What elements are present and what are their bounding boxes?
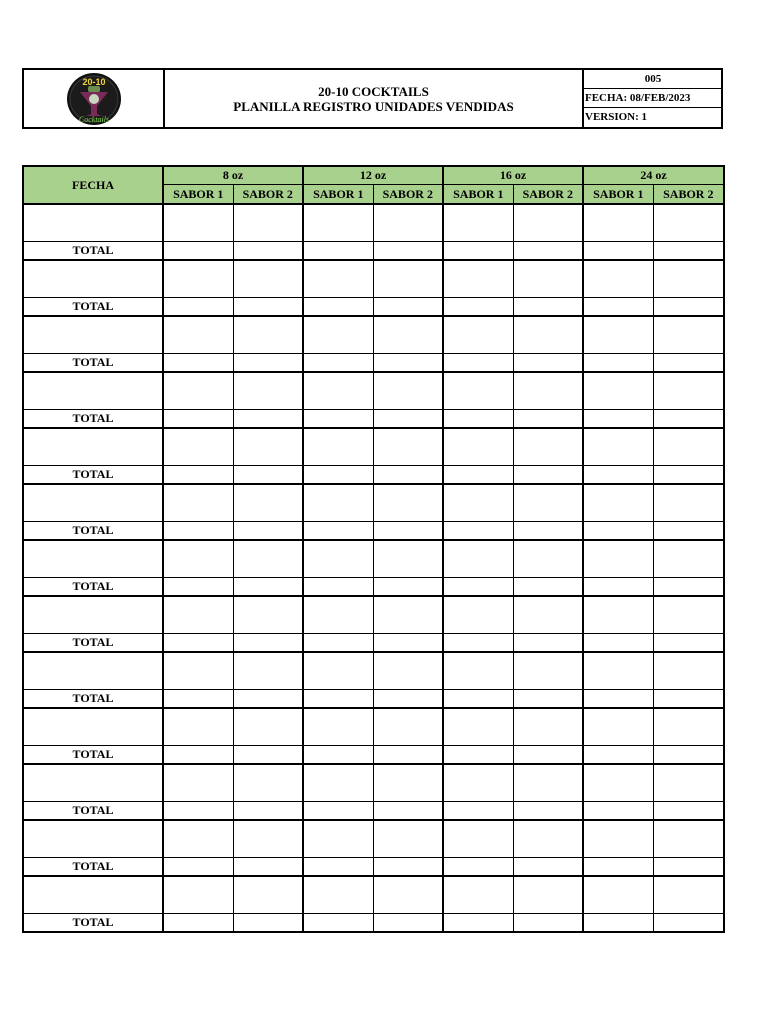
total-row (23, 522, 724, 541)
date-entry-row (23, 428, 724, 466)
units-cell[interactable] (233, 372, 303, 410)
date-cell[interactable] (23, 484, 163, 522)
total-cell[interactable] (443, 914, 513, 933)
total-label: TOTAL (23, 466, 163, 485)
total-cell[interactable] (583, 914, 653, 933)
total-cell[interactable] (373, 298, 443, 317)
total-cell[interactable] (653, 578, 724, 597)
units-cell[interactable] (303, 316, 373, 354)
total-cell[interactable] (373, 634, 443, 653)
total-cell[interactable] (233, 802, 303, 821)
document-header (22, 68, 723, 129)
total-cell[interactable] (303, 914, 373, 933)
total-cell[interactable] (443, 242, 513, 261)
svg-text:Cocktails: Cocktails (78, 114, 109, 124)
units-cell[interactable] (583, 820, 653, 858)
total-label: TOTAL (23, 634, 163, 653)
total-cell[interactable] (443, 802, 513, 821)
total-cell[interactable] (303, 410, 373, 429)
units-cell[interactable] (373, 316, 443, 354)
size-header-12oz: 12 oz (303, 166, 443, 185)
total-cell[interactable] (303, 354, 373, 373)
units-cell[interactable] (513, 428, 583, 466)
units-cell[interactable] (373, 764, 443, 802)
total-cell[interactable] (653, 298, 724, 317)
date-entry-row (23, 204, 724, 242)
units-cell[interactable] (373, 876, 443, 914)
units-cell[interactable] (513, 484, 583, 522)
document-code: 005 (584, 70, 721, 89)
total-cell[interactable] (583, 802, 653, 821)
flavor-header: SABOR 2 (233, 185, 303, 205)
units-cell[interactable] (303, 428, 373, 466)
total-cell[interactable] (163, 298, 233, 317)
units-cell[interactable] (163, 484, 233, 522)
total-cell[interactable] (163, 802, 233, 821)
units-cell[interactable] (163, 708, 233, 746)
total-cell[interactable] (233, 354, 303, 373)
units-cell[interactable] (233, 204, 303, 242)
total-cell[interactable] (163, 242, 233, 261)
total-label: TOTAL (23, 522, 163, 541)
units-cell[interactable] (373, 652, 443, 690)
total-cell[interactable] (513, 690, 583, 709)
units-cell[interactable] (303, 708, 373, 746)
units-cell[interactable] (443, 820, 513, 858)
date-entry-row (23, 652, 724, 690)
date-cell[interactable] (23, 652, 163, 690)
total-cell[interactable] (233, 242, 303, 261)
units-cell[interactable] (513, 596, 583, 634)
total-cell[interactable] (373, 858, 443, 877)
units-cell[interactable] (653, 652, 724, 690)
units-cell[interactable] (233, 764, 303, 802)
document-date: FECHA: 08/FEB/2023 (584, 89, 721, 108)
date-cell[interactable] (23, 708, 163, 746)
total-cell[interactable] (303, 746, 373, 765)
units-cell[interactable] (163, 764, 233, 802)
total-cell[interactable] (303, 242, 373, 261)
units-cell[interactable] (233, 316, 303, 354)
total-cell[interactable] (373, 522, 443, 541)
units-cell[interactable] (653, 428, 724, 466)
units-cell[interactable] (163, 876, 233, 914)
total-cell[interactable] (583, 354, 653, 373)
document-version: VERSION: 1 (585, 111, 648, 123)
total-cell[interactable] (583, 410, 653, 429)
units-cell[interactable] (583, 876, 653, 914)
total-cell[interactable] (513, 746, 583, 765)
units-cell[interactable] (443, 652, 513, 690)
total-label: TOTAL (23, 298, 163, 317)
date-cell[interactable] (23, 764, 163, 802)
units-cell[interactable] (163, 204, 233, 242)
total-cell[interactable] (233, 578, 303, 597)
total-cell[interactable] (443, 410, 513, 429)
fecha-column-header: FECHA (23, 166, 163, 204)
total-label: TOTAL (23, 578, 163, 597)
logo-icon (66, 72, 122, 126)
total-cell[interactable] (373, 746, 443, 765)
units-cell[interactable] (443, 316, 513, 354)
total-cell[interactable] (163, 746, 233, 765)
units-cell[interactable] (233, 596, 303, 634)
units-cell[interactable] (233, 260, 303, 298)
total-cell[interactable] (443, 354, 513, 373)
units-cell[interactable] (583, 764, 653, 802)
units-cell[interactable] (163, 260, 233, 298)
form-title: PLANILLA REGISTRO UNIDADES VENDIDAS (233, 98, 514, 114)
total-cell[interactable] (513, 802, 583, 821)
total-cell[interactable] (513, 298, 583, 317)
total-cell[interactable] (233, 410, 303, 429)
units-cell[interactable] (653, 540, 724, 578)
total-cell[interactable] (163, 578, 233, 597)
units-cell[interactable] (653, 484, 724, 522)
date-entry-row (23, 596, 724, 634)
units-cell[interactable] (373, 204, 443, 242)
date-cell[interactable] (23, 540, 163, 578)
date-entry-row (23, 484, 724, 522)
total-cell[interactable] (303, 298, 373, 317)
units-cell[interactable] (653, 876, 724, 914)
units-cell[interactable] (233, 484, 303, 522)
units-cell[interactable] (443, 876, 513, 914)
units-cell[interactable] (303, 540, 373, 578)
total-cell[interactable] (653, 746, 724, 765)
units-cell[interactable] (583, 484, 653, 522)
total-cell[interactable] (583, 466, 653, 485)
units-cell[interactable] (653, 820, 724, 858)
total-cell[interactable] (653, 242, 724, 261)
units-cell[interactable] (373, 596, 443, 634)
date-entry-row (23, 260, 724, 298)
total-label: TOTAL (23, 410, 163, 429)
units-cell[interactable] (233, 876, 303, 914)
total-cell[interactable] (583, 634, 653, 653)
total-cell[interactable] (653, 914, 724, 933)
total-cell[interactable] (583, 242, 653, 261)
date-entry-row (23, 708, 724, 746)
units-cell[interactable] (583, 316, 653, 354)
units-cell[interactable] (233, 540, 303, 578)
units-cell[interactable] (443, 372, 513, 410)
units-cell[interactable] (373, 708, 443, 746)
total-cell[interactable] (233, 522, 303, 541)
total-row (23, 466, 724, 485)
total-cell[interactable] (303, 690, 373, 709)
units-cell[interactable] (513, 652, 583, 690)
units-cell[interactable] (163, 820, 233, 858)
total-cell[interactable] (303, 522, 373, 541)
total-row (23, 578, 724, 597)
total-label: TOTAL (23, 690, 163, 709)
units-cell[interactable] (583, 708, 653, 746)
date-cell[interactable] (23, 372, 163, 410)
date-entry-row (23, 764, 724, 802)
units-cell[interactable] (443, 764, 513, 802)
total-cell[interactable] (583, 858, 653, 877)
flavor-header: SABOR 2 (653, 185, 724, 205)
units-cell[interactable] (653, 764, 724, 802)
flavor-header: SABOR 1 (443, 185, 513, 205)
flavor-header: SABOR 1 (303, 185, 373, 205)
units-cell[interactable] (513, 820, 583, 858)
total-cell[interactable] (583, 690, 653, 709)
units-cell[interactable] (443, 204, 513, 242)
total-cell[interactable] (303, 578, 373, 597)
flavor-header: SABOR 1 (583, 185, 653, 205)
units-cell[interactable] (373, 540, 443, 578)
total-cell[interactable] (513, 466, 583, 485)
total-label: TOTAL (23, 242, 163, 261)
total-row (23, 242, 724, 261)
units-cell[interactable] (583, 652, 653, 690)
sales-register-table (22, 165, 725, 933)
total-label: TOTAL (23, 746, 163, 765)
total-cell[interactable] (443, 634, 513, 653)
units-cell[interactable] (513, 764, 583, 802)
total-cell[interactable] (303, 634, 373, 653)
units-cell[interactable] (303, 204, 373, 242)
total-cell[interactable] (373, 410, 443, 429)
units-cell[interactable] (443, 428, 513, 466)
units-cell[interactable] (163, 316, 233, 354)
total-cell[interactable] (513, 634, 583, 653)
total-row (23, 690, 724, 709)
units-cell[interactable] (513, 372, 583, 410)
total-cell[interactable] (443, 746, 513, 765)
units-cell[interactable] (373, 372, 443, 410)
units-cell[interactable] (163, 372, 233, 410)
date-cell[interactable] (23, 316, 163, 354)
total-cell[interactable] (583, 578, 653, 597)
units-cell[interactable] (583, 260, 653, 298)
flavor-header: SABOR 2 (373, 185, 443, 205)
units-cell[interactable] (163, 428, 233, 466)
units-cell[interactable] (443, 260, 513, 298)
total-cell[interactable] (583, 298, 653, 317)
units-cell[interactable] (583, 596, 653, 634)
document-meta (583, 69, 722, 128)
date-cell[interactable] (23, 876, 163, 914)
total-label: TOTAL (23, 858, 163, 877)
total-cell[interactable] (513, 242, 583, 261)
date-cell[interactable] (23, 428, 163, 466)
total-cell[interactable] (373, 914, 443, 933)
total-cell[interactable] (303, 858, 373, 877)
units-cell[interactable] (513, 316, 583, 354)
total-cell[interactable] (653, 522, 724, 541)
size-header-24oz: 24 oz (583, 166, 724, 185)
total-cell[interactable] (583, 746, 653, 765)
total-row (23, 634, 724, 653)
date-entry-row (23, 876, 724, 914)
total-cell[interactable] (233, 298, 303, 317)
units-cell[interactable] (303, 764, 373, 802)
units-cell[interactable] (233, 820, 303, 858)
total-cell[interactable] (513, 578, 583, 597)
total-cell[interactable] (163, 410, 233, 429)
units-cell[interactable] (443, 708, 513, 746)
units-cell[interactable] (233, 708, 303, 746)
total-label: TOTAL (23, 914, 163, 933)
units-cell[interactable] (163, 596, 233, 634)
units-cell[interactable] (583, 372, 653, 410)
units-cell[interactable] (513, 876, 583, 914)
units-cell[interactable] (513, 540, 583, 578)
size-header-8oz: 8 oz (163, 166, 303, 185)
units-cell[interactable] (653, 372, 724, 410)
units-cell[interactable] (583, 204, 653, 242)
total-cell[interactable] (513, 410, 583, 429)
units-cell[interactable] (513, 260, 583, 298)
date-entry-row (23, 540, 724, 578)
total-cell[interactable] (653, 634, 724, 653)
units-cell[interactable] (373, 428, 443, 466)
date-entry-row (23, 372, 724, 410)
total-row (23, 746, 724, 765)
total-cell[interactable] (653, 690, 724, 709)
date-entry-row (23, 316, 724, 354)
units-cell[interactable] (163, 652, 233, 690)
units-cell[interactable] (653, 260, 724, 298)
total-cell[interactable] (373, 690, 443, 709)
total-cell[interactable] (163, 690, 233, 709)
total-cell[interactable] (233, 746, 303, 765)
units-cell[interactable] (303, 484, 373, 522)
total-cell[interactable] (303, 802, 373, 821)
total-cell[interactable] (513, 522, 583, 541)
units-cell[interactable] (513, 204, 583, 242)
total-row (23, 298, 724, 317)
total-label: TOTAL (23, 802, 163, 821)
units-cell[interactable] (233, 428, 303, 466)
flavor-header: SABOR 2 (513, 185, 583, 205)
date-cell[interactable] (23, 596, 163, 634)
units-cell[interactable] (653, 204, 724, 242)
total-cell[interactable] (233, 634, 303, 653)
total-cell[interactable] (513, 914, 583, 933)
units-cell[interactable] (443, 540, 513, 578)
total-cell[interactable] (233, 858, 303, 877)
total-cell[interactable] (653, 858, 724, 877)
units-cell[interactable] (513, 708, 583, 746)
logo-cell (23, 69, 164, 128)
units-cell[interactable] (653, 596, 724, 634)
total-row (23, 914, 724, 933)
total-cell[interactable] (233, 914, 303, 933)
total-cell[interactable] (233, 690, 303, 709)
units-cell[interactable] (303, 876, 373, 914)
units-cell[interactable] (583, 428, 653, 466)
total-row (23, 858, 724, 877)
total-cell[interactable] (443, 690, 513, 709)
total-cell[interactable] (653, 354, 724, 373)
total-cell[interactable] (653, 410, 724, 429)
units-cell[interactable] (443, 596, 513, 634)
total-cell[interactable] (373, 578, 443, 597)
total-cell[interactable] (163, 858, 233, 877)
total-cell[interactable] (303, 466, 373, 485)
total-cell[interactable] (163, 522, 233, 541)
units-cell[interactable] (303, 260, 373, 298)
total-cell[interactable] (443, 858, 513, 877)
units-cell[interactable] (583, 540, 653, 578)
date-cell[interactable] (23, 260, 163, 298)
units-cell[interactable] (653, 316, 724, 354)
total-cell[interactable] (163, 466, 233, 485)
size-header-16oz: 16 oz (443, 166, 583, 185)
date-cell[interactable] (23, 204, 163, 242)
total-cell[interactable] (373, 242, 443, 261)
units-cell[interactable] (233, 652, 303, 690)
total-cell[interactable] (163, 914, 233, 933)
units-cell[interactable] (303, 596, 373, 634)
units-cell[interactable] (653, 708, 724, 746)
total-cell[interactable] (443, 578, 513, 597)
total-cell[interactable] (653, 466, 724, 485)
total-cell[interactable] (443, 466, 513, 485)
date-entry-row (23, 820, 724, 858)
total-cell[interactable] (513, 858, 583, 877)
total-cell[interactable] (583, 522, 653, 541)
total-cell[interactable] (373, 802, 443, 821)
total-cell[interactable] (373, 354, 443, 373)
total-row (23, 354, 724, 373)
svg-text:20-10: 20-10 (81, 76, 106, 87)
date-cell[interactable] (23, 820, 163, 858)
total-cell[interactable] (513, 354, 583, 373)
units-cell[interactable] (373, 260, 443, 298)
document-title (164, 69, 583, 128)
units-cell[interactable] (373, 484, 443, 522)
total-row (23, 802, 724, 821)
units-cell[interactable] (373, 820, 443, 858)
units-cell[interactable] (163, 540, 233, 578)
units-cell[interactable] (303, 652, 373, 690)
total-label: TOTAL (23, 354, 163, 373)
total-cell[interactable] (373, 466, 443, 485)
units-cell[interactable] (303, 820, 373, 858)
total-row (23, 410, 724, 429)
total-cell[interactable] (443, 522, 513, 541)
total-cell[interactable] (653, 802, 724, 821)
units-cell[interactable] (443, 484, 513, 522)
flavor-header: SABOR 1 (163, 185, 233, 205)
total-cell[interactable] (233, 466, 303, 485)
total-cell[interactable] (163, 634, 233, 653)
total-cell[interactable] (443, 298, 513, 317)
company-name: 20-10 COCKTAILS (318, 83, 429, 99)
units-cell[interactable] (303, 372, 373, 410)
total-cell[interactable] (163, 354, 233, 373)
